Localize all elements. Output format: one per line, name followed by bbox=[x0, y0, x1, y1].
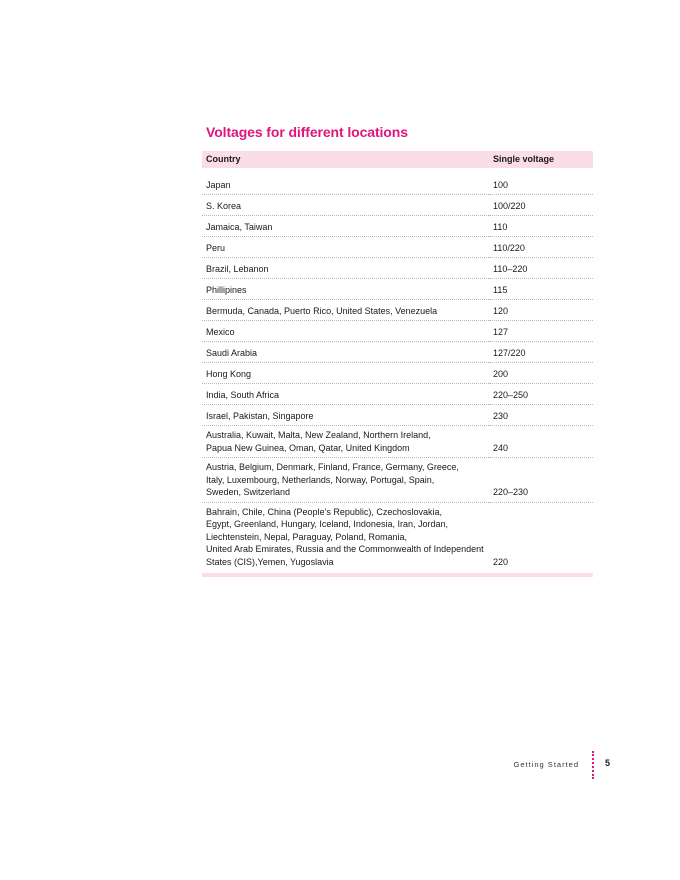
voltage-cell: 100 bbox=[489, 174, 593, 195]
country-line: Saudi Arabia bbox=[206, 347, 258, 358]
country-line: Bahrain, Chile, China (People’s Republic), Czechoslovakia, bbox=[206, 506, 442, 517]
voltage-cell: 110 bbox=[489, 216, 593, 237]
table-row bbox=[202, 279, 593, 300]
table-bottom-rule bbox=[202, 573, 593, 577]
country-cell bbox=[202, 384, 489, 405]
table-row bbox=[202, 502, 593, 573]
voltage-cell: 110/220 bbox=[489, 237, 593, 258]
country-line: Israel, Pakistan, Singapore bbox=[206, 410, 314, 421]
page-number: 5 bbox=[605, 758, 611, 768]
table-row bbox=[202, 458, 593, 503]
country-line: Phillipines bbox=[206, 284, 247, 295]
column-header-country: Country bbox=[202, 151, 489, 168]
country-line: India, South Africa bbox=[206, 389, 280, 400]
voltage-cell: 115 bbox=[489, 279, 593, 300]
country-cell bbox=[202, 279, 489, 300]
voltage-cell: 220–230 bbox=[489, 458, 593, 503]
country-line: Australia, Kuwait, Malta, New Zealand, Northern Ireland, bbox=[206, 430, 431, 440]
country-cell bbox=[202, 502, 489, 573]
country-line: Austria, Belgium, Denmark, Finland, France, Germany, Greece, bbox=[206, 462, 459, 472]
table-row bbox=[202, 363, 593, 384]
voltage-cell: 100/220 bbox=[489, 195, 593, 216]
country-line: Jamaica, Taiwan bbox=[206, 221, 273, 232]
country-line: Egypt, Greenland, Hungary, Iceland, Indonesia, Iran, Jordan, bbox=[206, 519, 448, 529]
country-cell bbox=[202, 363, 489, 384]
voltage-cell: 220 bbox=[493, 556, 509, 567]
table-row bbox=[202, 321, 593, 342]
country-cell bbox=[202, 321, 489, 342]
country-line: Papua New Guinea, Oman, Qatar, United Kingdom bbox=[206, 442, 410, 453]
voltage-cell: 110–220 bbox=[489, 258, 593, 279]
table-row bbox=[202, 300, 593, 321]
country-line: United Arab Emirates, Russia and the Commonwealth of Independent bbox=[206, 544, 484, 554]
voltage-cell: 200 bbox=[489, 363, 593, 384]
country-cell bbox=[202, 216, 489, 237]
table-row bbox=[202, 342, 593, 363]
country-line: Hong Kong bbox=[206, 368, 252, 379]
voltage-cell: 127 bbox=[489, 321, 593, 342]
country-line: Japan bbox=[206, 179, 231, 190]
table-row bbox=[202, 426, 593, 458]
table-row bbox=[202, 405, 593, 426]
country-cell bbox=[202, 342, 489, 363]
voltage-cell: 240 bbox=[489, 426, 593, 458]
voltage-cell: 220–250 bbox=[489, 384, 593, 405]
country-cell bbox=[202, 237, 489, 258]
country-line: Peru bbox=[206, 242, 226, 253]
country-line: Bermuda, Canada, Puerto Rico, United States, Venezuela bbox=[206, 305, 438, 316]
table-body bbox=[202, 168, 593, 573]
footer-dotted-divider bbox=[592, 751, 596, 779]
voltage-cell: 127/220 bbox=[489, 342, 593, 363]
country-cell bbox=[202, 300, 489, 321]
table-row bbox=[202, 237, 593, 258]
table-header-row bbox=[202, 151, 593, 168]
country-line: S. Korea bbox=[206, 200, 242, 211]
section-title: Voltages for different locations bbox=[206, 124, 408, 140]
country-line: Brazil, Lebanon bbox=[206, 263, 269, 274]
country-line: Italy, Luxembourg, Netherlands, Norway, Portugal, Spain, bbox=[206, 474, 435, 485]
footer-chapter-label: Getting Started bbox=[513, 760, 579, 769]
country-cell bbox=[202, 174, 489, 195]
country-cell bbox=[202, 458, 489, 503]
voltage-table bbox=[202, 151, 593, 573]
country-line: Sweden, Switzerland bbox=[206, 487, 291, 497]
country-line: Mexico bbox=[206, 326, 235, 337]
country-cell bbox=[202, 426, 489, 458]
table-row bbox=[202, 384, 593, 405]
table-row bbox=[202, 216, 593, 237]
table-row bbox=[202, 195, 593, 216]
country-line: States (CIS),Yemen, Yugoslavia bbox=[206, 556, 334, 567]
voltage-cell: 120 bbox=[489, 300, 593, 321]
country-cell bbox=[202, 258, 489, 279]
table-row bbox=[202, 174, 593, 195]
country-cell bbox=[202, 405, 489, 426]
voltage-cell: 230 bbox=[489, 405, 593, 426]
column-header-single-voltage: Single voltage bbox=[489, 151, 593, 168]
country-cell bbox=[202, 195, 489, 216]
table-row bbox=[202, 258, 593, 279]
country-line: Liechtenstein, Nepal, Paraguay, Poland, Romania, bbox=[206, 531, 407, 542]
